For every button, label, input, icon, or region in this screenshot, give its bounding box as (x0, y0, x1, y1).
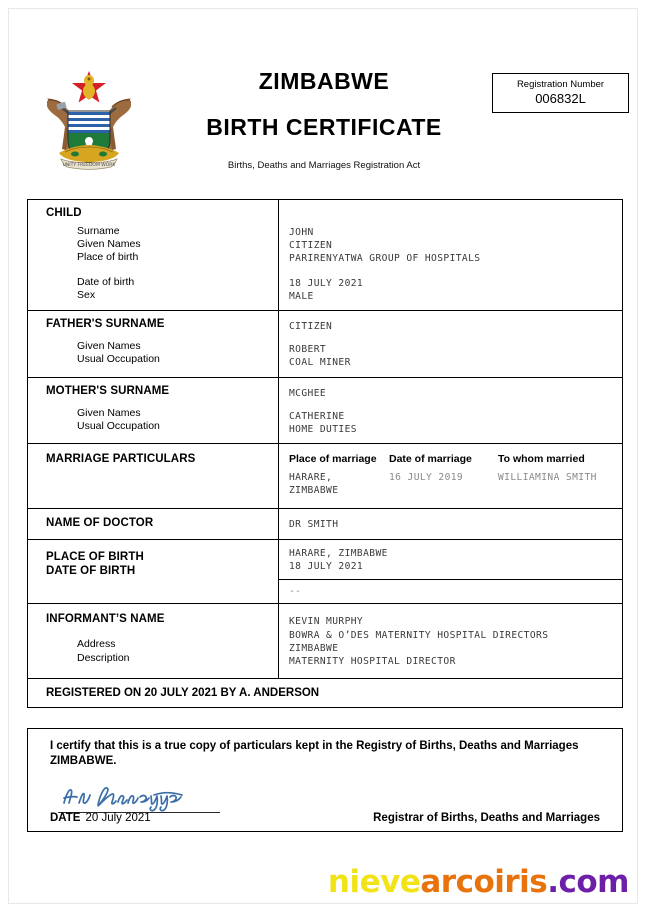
father-labels (28, 311, 279, 377)
marriage-grid (289, 452, 622, 497)
marriage-place-header: Place of marriage (289, 453, 377, 466)
registration-number-label: Registration Number (516, 79, 605, 90)
father-given-names-label: Given Names (77, 340, 141, 353)
child-place-of-birth-label: Place of birth (77, 251, 139, 264)
child-date-of-birth-label: Date of birth (77, 275, 135, 288)
watermark-part-3: .com (547, 864, 629, 900)
certificate-header (9, 53, 639, 178)
table-row-informant (28, 604, 622, 679)
marriage-spouse-column (498, 452, 622, 497)
birth-date-value: 18 JULY 2021 (289, 561, 364, 573)
child-label-spacer (46, 265, 278, 276)
svg-text:UNITY FREEDOM WORK: UNITY FREEDOM WORK (62, 163, 116, 168)
certificate-page (8, 8, 638, 904)
marriage-place-value-line2: ZIMBABWE (289, 485, 339, 497)
child-surname-label: Surname (77, 225, 120, 237)
father-occupation-label: Usual Occupation (77, 353, 160, 366)
doctor-label-cell (28, 509, 279, 539)
table-row-father (28, 311, 622, 378)
child-labels (28, 200, 279, 310)
marriage-section-title: MARRIAGE PARTICULARS (46, 453, 196, 466)
marriage-labels (28, 444, 279, 507)
mother-given-names-value: CATHERINE (289, 410, 345, 422)
watermark-part-2: arcoiris (420, 864, 548, 900)
watermark-part-1: nieve (327, 864, 421, 900)
child-value-spacer (289, 266, 622, 277)
birth-registration-extra-row (279, 580, 622, 603)
certification-date-label: DATE (50, 812, 81, 824)
birth-registration-values (279, 540, 622, 604)
doctor-name-value: DR SMITH (289, 518, 339, 530)
mother-values (279, 378, 622, 444)
certification-date (50, 812, 151, 824)
child-values (279, 200, 622, 310)
child-place-of-birth-value: PARIRENYATWA GROUP OF HOSPITALS (289, 253, 481, 265)
marriage-date-header: Date of marriage (389, 453, 472, 466)
father-surname-value: CITIZEN (289, 321, 333, 333)
date-of-birth-title: DATE OF BIRTH (46, 565, 136, 578)
country-title: ZIMBABWE (258, 68, 390, 94)
father-given-names-value: ROBERT (289, 344, 327, 356)
place-of-birth-title: PLACE OF BIRTH (46, 550, 144, 563)
informant-values (279, 604, 622, 678)
mother-occupation-label: Usual Occupation (77, 419, 160, 432)
informant-name-value: KEVIN MURPHY (289, 616, 364, 628)
mother-section-title: MOTHER'S SURNAME (46, 384, 170, 397)
certification-statement-line2: ZIMBABWE. (50, 755, 117, 767)
child-date-of-birth-value: 18 JULY 2021 (289, 277, 364, 289)
particulars-table (27, 199, 623, 708)
table-row-marriage (28, 444, 622, 508)
child-section-title: CHILD (46, 207, 82, 219)
child-given-names-value: CITIZEN (289, 240, 333, 252)
informant-address-line1-value: BOWRA & O’DES MATERNITY HOSPITAL DIRECTORS (289, 629, 549, 641)
informant-address-line2-value: ZIMBABWE (289, 642, 339, 654)
child-given-names-label: Given Names (77, 238, 141, 251)
birth-registration-labels (28, 540, 279, 604)
table-row-mother (28, 378, 622, 445)
mother-occupation-value: HOME DUTIES (289, 424, 357, 436)
act-subtitle: Births, Deaths and Marriages Registration Act (227, 159, 421, 171)
site-watermark (328, 864, 629, 900)
marriage-place-value-line1: HARARE, (289, 472, 333, 484)
birth-extra-value: -- (289, 586, 302, 598)
doctor-value-cell (279, 509, 622, 539)
certification-statement-line1: I certify that this is a true copy of particulars kept in the Registry of Births, Deaths and Marriages (50, 740, 579, 752)
birth-place-value: HARARE, ZIMBABWE (289, 547, 388, 559)
child-surname-value: JOHN (289, 227, 314, 238)
marriage-date-column (389, 452, 498, 497)
mother-surname-value: MCGHEE (289, 387, 327, 399)
certification-date-value: 20 July 2021 (85, 812, 151, 824)
mother-given-names-label: Given Names (77, 406, 141, 419)
table-row-registered (28, 679, 622, 707)
document-type-title: BIRTH CERTIFICATE (206, 114, 442, 141)
child-sex-value: MALE (289, 290, 314, 302)
birth-registration-main-values (279, 540, 622, 580)
mother-labels (28, 378, 279, 444)
father-section-title: FATHER'S SURNAME (46, 318, 165, 331)
certification-statement (50, 739, 600, 769)
doctor-section-title: NAME OF DOCTOR (46, 516, 154, 529)
father-occupation-value: COAL MINER (289, 357, 351, 369)
registrar-title: Registrar of Births, Deaths and Marriages (373, 812, 600, 824)
registration-number-value: 006832L (535, 91, 586, 106)
table-row-birth-registration (28, 540, 622, 605)
zimbabwe-coat-of-arms-icon (35, 61, 143, 171)
informant-description-label: Description (77, 651, 130, 664)
marriage-spouse-header: To whom married (498, 453, 585, 466)
registered-text: REGISTERED ON 20 JULY 2021 BY A. ANDERSON (46, 687, 320, 700)
informant-description-value: MATERNITY HOSPITAL DIRECTOR (289, 656, 456, 668)
registration-number-box (492, 73, 629, 113)
father-values (279, 311, 622, 377)
child-sex-label: Sex (77, 288, 96, 301)
table-row-doctor (28, 509, 622, 540)
certificate-titles (159, 69, 489, 171)
informant-address-label: Address (77, 638, 116, 651)
marriage-values (279, 444, 622, 507)
informant-section-title: INFORMANT’S NAME (46, 613, 165, 626)
table-row-child (28, 200, 622, 311)
marriage-place-column (289, 452, 389, 497)
informant-labels (28, 604, 279, 678)
marriage-spouse-value: WILLIAMINA SMITH (498, 472, 597, 484)
certification-box (27, 728, 623, 832)
marriage-date-value: 16 JULY 2019 (389, 472, 464, 484)
